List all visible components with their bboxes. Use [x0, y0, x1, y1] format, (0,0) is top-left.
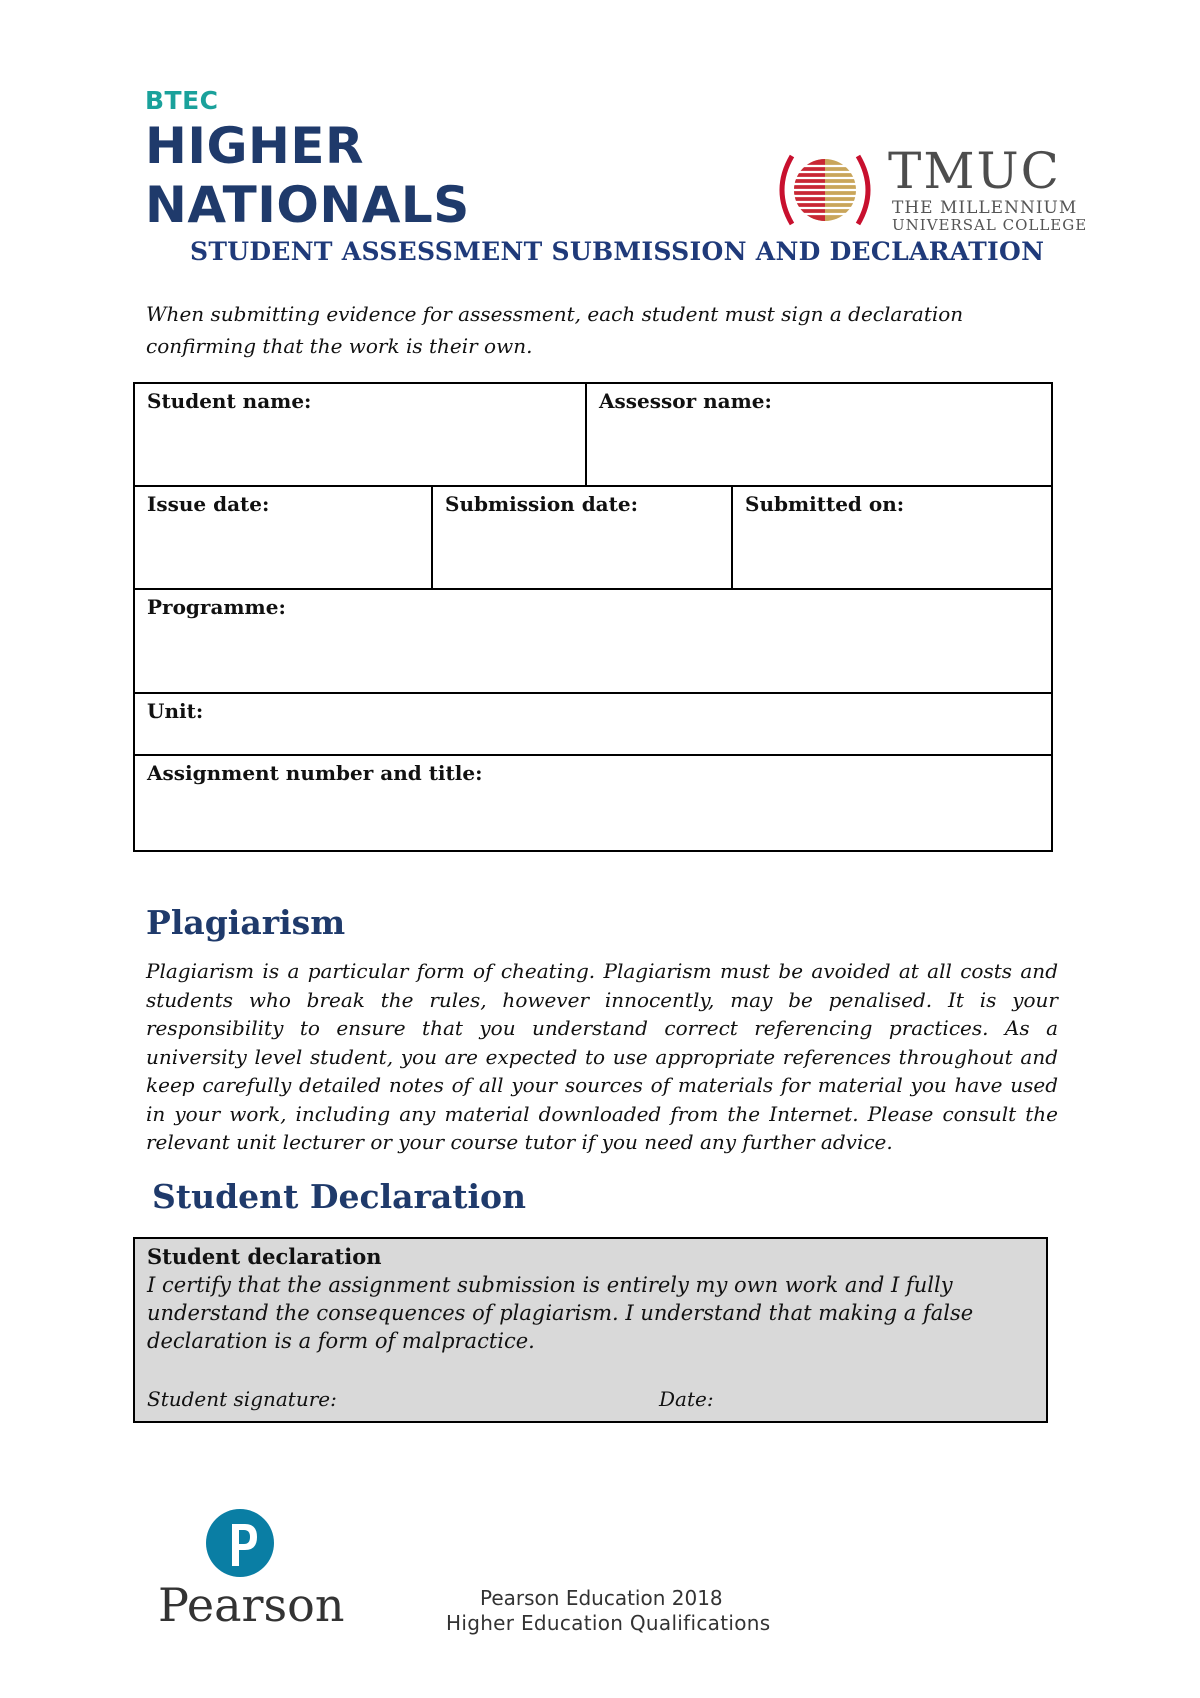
document-title: STUDENT ASSESSMENT SUBMISSION AND DECLARATION — [190, 237, 1045, 266]
plagiarism-body: Plagiarism is a particular form of cheating. Plagiarism must be avoided at all costs and students who break the rules, however innocently, may be penalised. It is your responsibility to ensure that you understand correct referencing practices. As a university level student, you are expected to use appropriate references throughout and keep carefully detailed notes of all your sources of materials for material you have used in your work, including any material downloaded from the Internet. Please consult the relevant unit lecturer or your course tutor if you need any further advice. — [146, 959, 1058, 1154]
submission-date-label: Submission date: — [445, 492, 638, 516]
btec-label: BTEC — [145, 86, 219, 115]
assessor-name-field[interactable] — [587, 384, 1051, 487]
assignment-label: Assignment number and title: — [147, 761, 483, 785]
declaration-box — [133, 1237, 1048, 1423]
tmuc-subtitle-2: UNIVERSAL COLLEGE — [892, 216, 1088, 234]
programme-field[interactable] — [135, 590, 1051, 694]
declaration-date-label[interactable]: Date: — [659, 1387, 714, 1411]
plagiarism-heading: Plagiarism — [146, 903, 346, 942]
unit-label: Unit: — [147, 699, 204, 723]
intro-text: When submitting evidence for assessment, each student must sign a declaration confirming that the work is their own. — [146, 302, 964, 358]
programme-label: Programme: — [147, 595, 286, 619]
declaration-box-label: Student declaration — [147, 1244, 382, 1269]
pearson-wordmark: Pearson — [158, 1578, 345, 1632]
footer-line-2: Higher Education Qualifications — [446, 1611, 771, 1635]
assignment-field[interactable] — [135, 756, 1051, 850]
assessor-name-label: Assessor name: — [599, 389, 772, 413]
pearson-logo-icon — [205, 1508, 275, 1578]
declaration-text: I certify that the assignment submission is entirely my own work and I fully understand the consequences of plagiarism. I understand that making a false declaration is a form of malpractice. — [147, 1273, 974, 1353]
submitted-on-label: Submitted on: — [745, 492, 905, 516]
tmuc-wordmark: TMUC — [888, 142, 1061, 200]
submitted-on-field[interactable] — [733, 487, 1051, 590]
issue-date-field[interactable] — [135, 487, 433, 590]
student-details-table — [133, 382, 1053, 852]
submission-date-field[interactable] — [433, 487, 733, 590]
issue-date-label: Issue date: — [147, 492, 270, 516]
tmuc-emblem-icon — [770, 150, 880, 230]
student-name-label: Student name: — [147, 389, 312, 413]
footer-line-1: Pearson Education 2018 — [480, 1586, 723, 1610]
brand-nationals: NATIONALS — [145, 176, 470, 234]
unit-field[interactable] — [135, 694, 1051, 756]
declaration-heading: Student Declaration — [152, 1177, 527, 1216]
student-signature-label[interactable]: Student signature: — [147, 1387, 337, 1411]
brand-higher: HIGHER — [145, 117, 364, 175]
tmuc-subtitle-1: THE MILLENNIUM — [892, 198, 1078, 218]
student-name-field[interactable] — [135, 384, 587, 487]
